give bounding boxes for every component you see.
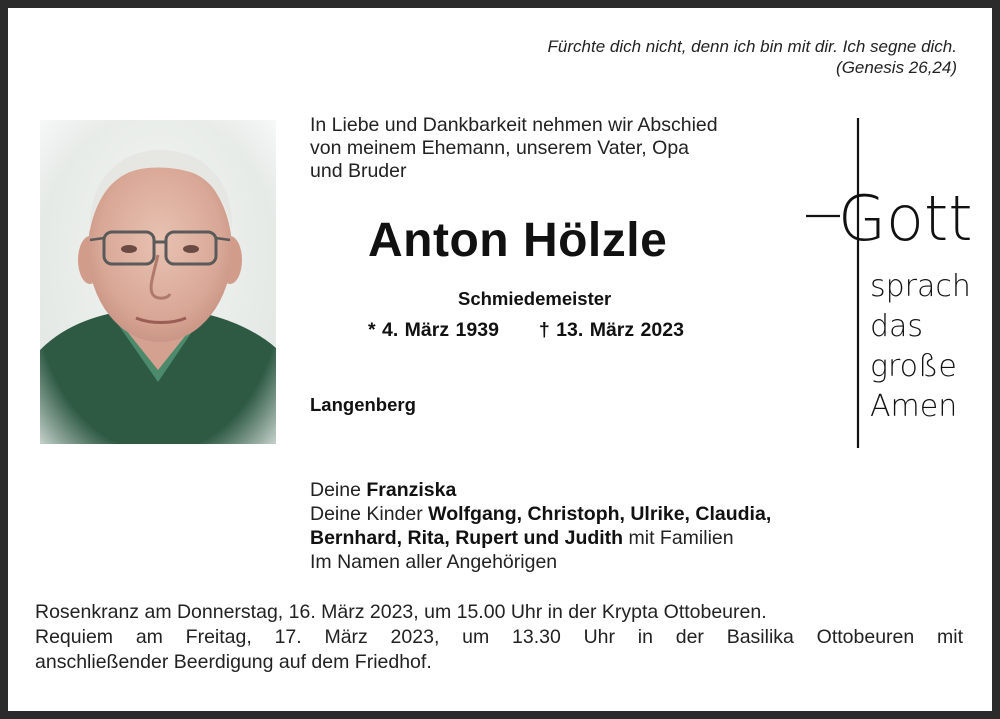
life-dates xyxy=(368,319,684,342)
cross-word-amen: Amen xyxy=(870,389,958,424)
mourner-prefix: Deine Kinder xyxy=(310,503,423,525)
intro-line: In Liebe und Dankbarkeit nehmen wir Abschied xyxy=(310,114,718,136)
notice-line: anschließender Beerdigung auf dem Friedhof. xyxy=(35,651,432,673)
intro-text xyxy=(310,114,718,183)
mourner-children: Bernhard, Rita, Rupert und Judith xyxy=(310,527,624,549)
service-notice xyxy=(35,600,963,675)
mourner-suffix: mit Familien xyxy=(628,527,734,549)
notice-line: Requiem am Freitag, 17. März 2023, um 13.30 Uhr in der Basilika Ottobeuren mit xyxy=(35,626,963,648)
mourners-list xyxy=(310,478,771,574)
mourner-children: Wolfgang, Christoph, Ulrike, Claudia, xyxy=(428,503,772,525)
mourner-wife: Franziska xyxy=(366,479,457,501)
portrait-illustration xyxy=(40,120,276,444)
notice-line: Rosenkranz am Donnerstag, 16. März 2023, um 15.00 Uhr in der Krypta Ottobeuren. xyxy=(35,601,767,623)
verse-text: Fürchte dich nicht, denn ich bin mit dir. Ich segne dich. xyxy=(547,37,957,56)
intro-line: von meinem Ehemann, unserem Vater, Opa xyxy=(310,137,690,159)
birth-date: * 4. März 1939 xyxy=(368,319,499,341)
profession: Schmiedemeister xyxy=(458,288,612,309)
mourner-line xyxy=(310,478,771,502)
portrait-photo xyxy=(40,120,276,444)
mourner-line: Im Namen aller Angehörigen xyxy=(310,551,558,573)
death-date: † 13. März 2023 xyxy=(538,319,684,341)
deceased-name: Anton Hölzle xyxy=(368,214,668,267)
cross-word-sprach: sprach xyxy=(870,269,971,304)
verse-reference: (Genesis 26,24) xyxy=(836,58,957,77)
cross-graphic xyxy=(800,118,975,454)
cross-word-grosse: große xyxy=(870,349,957,384)
cross-svg xyxy=(800,118,975,454)
mourner-line xyxy=(310,526,771,550)
mourner-line xyxy=(310,502,771,526)
mourner-prefix: Deine xyxy=(310,479,361,501)
obituary-card xyxy=(8,8,992,711)
intro-line: und Bruder xyxy=(310,160,407,182)
bible-verse xyxy=(548,36,957,78)
cross-word-gott: Gott xyxy=(838,182,973,255)
cross-word-das: das xyxy=(870,309,924,344)
hometown: Langenberg xyxy=(310,394,416,415)
